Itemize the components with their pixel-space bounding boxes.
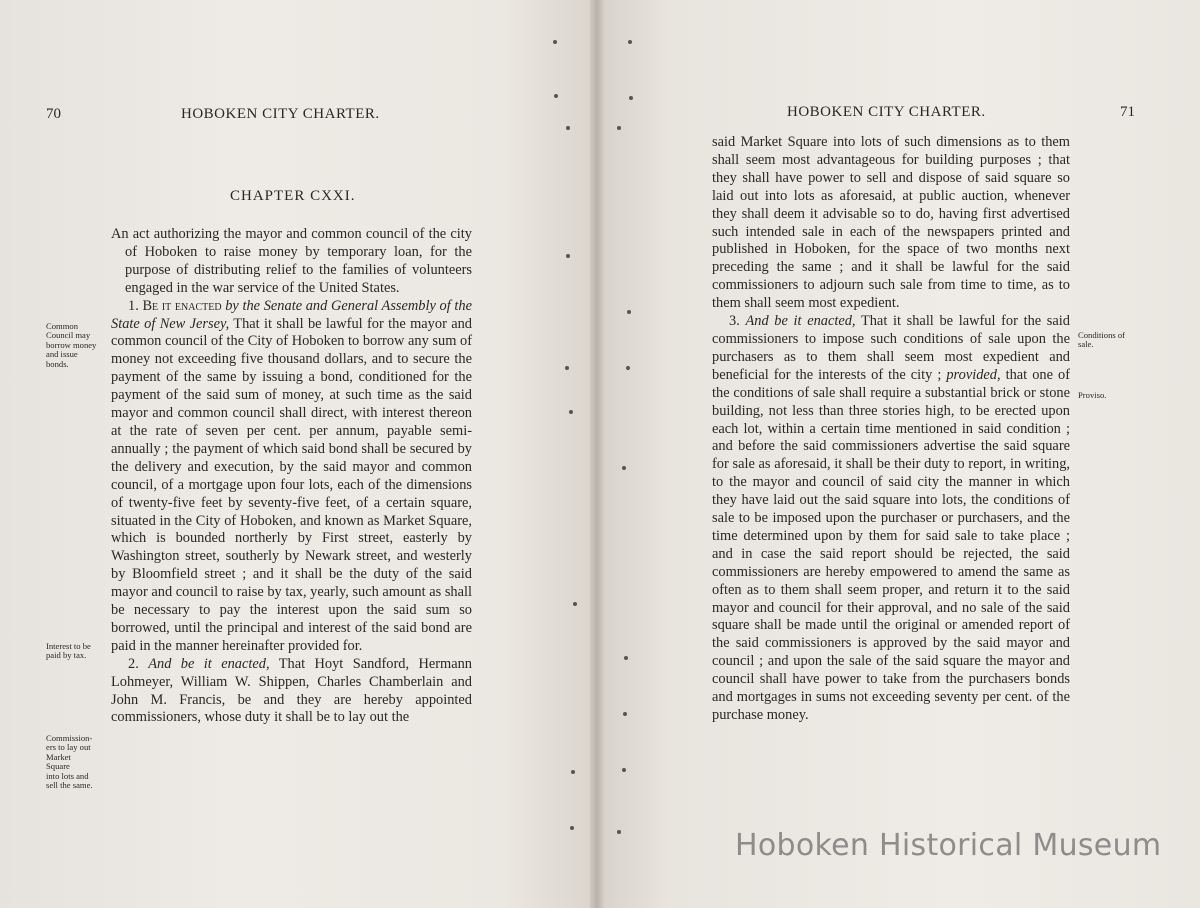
binding-hole [617, 830, 621, 834]
binding-hole [617, 126, 621, 130]
binding-hole [570, 826, 574, 830]
book-gutter [590, 0, 604, 908]
running-header-right: HOBOKEN CITY CHARTER. [787, 104, 986, 120]
binding-hole [627, 310, 631, 314]
museum-watermark: Hoboken Historical Museum [735, 828, 1162, 863]
binding-hole [624, 656, 628, 660]
margin-note-proviso: Proviso. [1078, 390, 1107, 400]
page-number-right: 71 [1120, 104, 1135, 120]
binding-hole [569, 410, 573, 414]
section-1: 1. Be it enacted by the Senate and General Assembly of the State of New Jersey, That it shall be lawful for the mayor and common council of the City of Hoboken to borrow any sum of money not exceeding five thousand dollars, and to secure the payment of the same by issuing a bond, conditioned for the payment of the said sum of money, at such time as the said mayor and common council shall direct, with interest thereon at the rate of seven per cent. per annum, payable semi-annually ; the payment of which said bond shall be secured by the delivery and execution, by the said mayor and common council, of a mortgage upon four lots, each of the dimensions of twenty-five feet by seventy-five feet, of a certain square, situated in the City of Hoboken, and known as Market Square, which is bounded northerly by First street, easterly by Washington street, southerly by Newark street, and westerly by Bloomfield street ; and it shall be the duty of the said mayor and council to raise by tax, yearly, such amount as shall be necessary to pay the interest upon the said sum so borrowed, until the principal and interest of the said bond are paid in the manner hereinafter provided for. [111, 297, 472, 654]
continued-paragraph: said Market Square into lots of such dimensions as to them shall seem most advantageous for building purposes ; that they shall have power to sell and dispose of said square so laid out into lots as aforesaid, at public auction, whenever they shall deem it advisable so to do, having first advertised such intended sale in each of the newspapers printed and published in Hoboken, for the space of two months next preceding the same ; and it shall be lawful for the said commissioners to adjourn such sale from time to time, as to them shall seem most expedient. [712, 134, 1070, 312]
binding-hole [623, 712, 627, 716]
right-page [596, 0, 1200, 908]
binding-hole [629, 96, 633, 100]
binding-hole [554, 94, 558, 98]
running-header-left: HOBOKEN CITY CHARTER. [181, 106, 380, 122]
margin-note-conditions: Conditions of sale. [1078, 330, 1126, 350]
binding-hole [553, 40, 557, 44]
left-page [0, 0, 596, 908]
binding-hole [626, 366, 630, 370]
binding-hole [566, 254, 570, 258]
left-body [111, 226, 472, 727]
section-2: 2. And be it enacted, That Hoyt Sandford, Hermann Lohmeyer, William W. Shippen, Charles Chamberlain and John M. Francis, be and they are hereby appointed commissioners, whose duty it shall be to lay out the [111, 655, 473, 726]
binding-hole [622, 768, 626, 772]
binding-hole [565, 366, 569, 370]
margin-note-commissioners: Commission- ers to lay out Market Square into lots and sell the same. [46, 733, 93, 791]
binding-hole [571, 770, 575, 774]
binding-hole [628, 40, 632, 44]
section-3: 3. And be it enacted, That it shall be lawful for the said commissioners to impose such conditions of sale upon the purchasers as to them shall seem most expedient and beneficial for the interests of the city ; provided, that one of the conditions of sale shall require a substantial brick or stone building, not less than three stories high, to be erected upon each lot, within a certain time mentioned in said condition ; and before the said commissioners advertise the said square for sale as aforesaid, it shall be their duty to report, in writing, to the mayor and council of said city the manner in which they have laid out the said square into lots, the conditions of sale to be imposed upon the purchaser or purchasers, and the time determined upon by them for said sale to take place ; and in case the said report should be rejected, the said commissioners are hereby empowered to amend the same as often as to them shall seem proper, and return it to the said mayor and council for their approval, and no sale of the said square shall be made until the original or amended report of the said commissioners is approved by the said mayor and council ; and upon the sale of the said square the mayor and council shall have power to take from the purchasers bonds and mortgages in sums not exceeding seventy per cent. of the purchase money. [712, 313, 1070, 723]
margin-note-interest: Interest to be paid by tax. [46, 641, 91, 661]
binding-hole [622, 466, 626, 470]
act-title: An act authorizing the mayor and common council of the city of Hoboken to raise money by temporary loan, for the purpose of distributing relief to the families of volunteers engaged in the war service of the United States. [111, 226, 472, 296]
binding-hole [573, 602, 577, 606]
page-number-left: 70 [46, 106, 61, 122]
margin-note-borrow: Common Council may borrow money and issue bonds. [46, 321, 97, 369]
chapter-heading: CHAPTER CXXI. [230, 188, 356, 204]
right-body [712, 134, 1070, 725]
binding-hole [566, 126, 570, 130]
